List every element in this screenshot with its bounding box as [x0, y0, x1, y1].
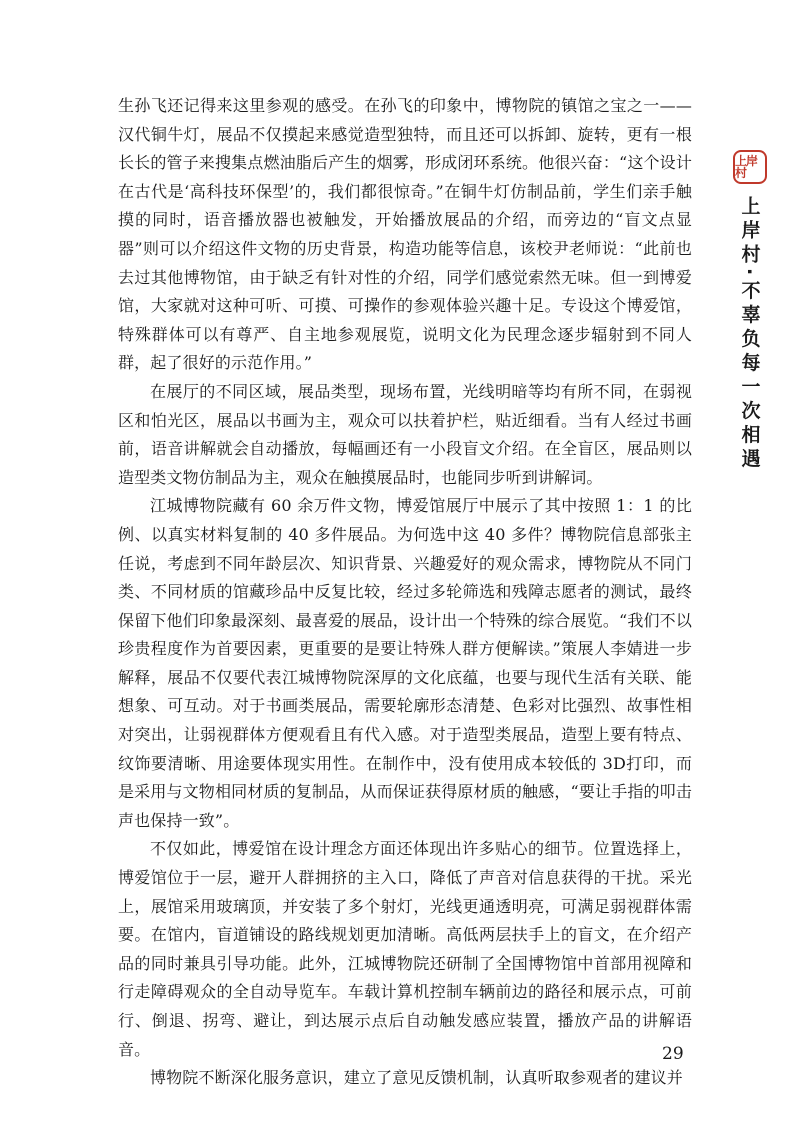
- page-number: 29: [662, 1044, 684, 1064]
- paragraph-4: 不仅如此，博爱馆在设计理念方面还体现出许多贴心的细节。位置选择上，博爱馆位于一层，避开人群拥挤的主入口，降低了声音对信息获得的干扰。采光上，展馆采用玻璃顶，并安装了多个射灯，光线更通透明亮，可满足弱视群体需要。在馆内，盲道铺设的路线规划更加清晰。高低两层扶手上的盲文，在介绍产品的同时兼具引导功能。此外，江城博物院还研制了全国博物馆中首部用视障和行走障碍观众的全自动导览车。车载计算机控制车辆前边的路径和展示点，可前行、倒退、拐弯、避让，到达展示点后自动触发感应装置，播放产品的讲解语音。: [118, 839, 692, 1059]
- seal-text: 上岸村: [735, 154, 758, 180]
- paragraph-3: 江城博物院藏有 60 余万件文物，博爱馆展厅中展示了其中按照 1：1 的比例、以真实材料复制的 40 多件展品。为何选中这 40 多件？博物院信息部张主任说，考虑到不同年龄层次、知识背景、兴趣爱好的观众需求，博物院从不同门类、不同材质的馆藏珍品中反复比较，经过多轮筛选和残障志愿者的测试，最终保留下他们印象最深刻、最喜爱的展品，设计出一个特殊的综合展览。“我们不以珍贵程度作为首要因素，更重要的是要让特殊人群方便解读。”策展人李婧进一步解释，展品不仅要代表江城博物院深厚的文化底蕴，也要与现代生活有关联、能想象、可互动。对于书画类展品，需要轮廓形态清楚、色彩对比强烈、故事性相对突出，让弱视群体方便观看且有代入感。对于造型类展品，造型上要有特点、纹饰要清晰、用途要体现实用性。在制作中，没有使用成本较低的 3D打印，而是采用与文物相同材质的复制品，从而保证获得原材质的触感，“要让手指的叩击声也保持一致”。: [118, 496, 692, 830]
- paragraph-2: 在展厅的不同区域，展品类型，现场布置，光线明暗等均有所不同，在弱视区和怕光区，展品以书画为主，观众可以扶着护栏，贴近细看。当有人经过书画前，语音讲解就会自动播放，每幅画还有一小段盲文介绍。在全盲区，展品则以造型类文物仿制品为主，观众在触摸展品时，也能同步听到讲解词。: [118, 381, 692, 487]
- chapter-sidebar: [730, 150, 770, 472]
- body-text: [118, 92, 692, 1093]
- paragraph-1: 生孙飞还记得来这里参观的感受。在孙飞的印象中，博物院的镇馆之宝之一——汉代铜牛灯，展品不仅摸起来感觉造型独特，而且还可以拆卸、旋转，更有一根长长的管子来搜集点燃油脂后产生的烟雾，形成闭环系统。他很兴奋：“这个设计在古代是‘高科技环保型’的，我们都很惊奇。”在铜牛灯仿制品前，学生们亲手触摸的同时，语音播放器也被触发，开始播放展品的介绍，而旁边的“盲文点显器”则可以介绍这件文物的历史背景，构造功能等信息，该校尹老师说：“此前也去过其他博物馆，由于缺乏有针对性的介绍，同学们感觉索然无味。但一到博爱馆，大家就对这种可听、可摸、可操作的参观体验兴趣十足。专设这个博爱馆，特殊群体可以有尊严、自主地参观展览，说明文化为民理念逐步辐射到不同人群，起了很好的示范作用。”: [118, 96, 692, 373]
- seal-logo: [733, 150, 767, 184]
- paragraph-5: 博物院不断深化服务意识，建立了意见反馈机制，认真听取参观者的建议并: [150, 1068, 683, 1088]
- chapter-title: 上岸村·不辜负每一次相遇: [738, 196, 761, 473]
